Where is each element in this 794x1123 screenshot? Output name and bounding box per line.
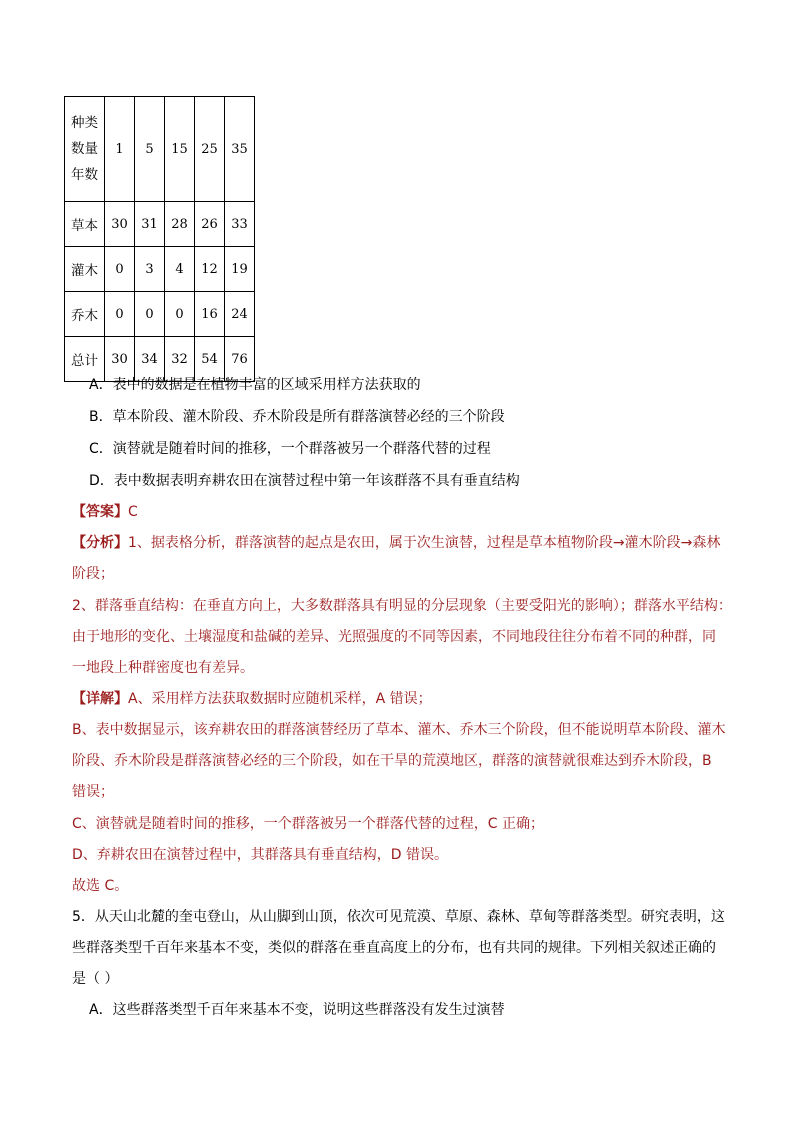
row-label-tree: 乔木 xyxy=(65,292,105,337)
table-cell: 31 xyxy=(135,202,165,247)
detail-line-4: 错误； xyxy=(72,784,114,800)
table-cell: 16 xyxy=(195,292,225,337)
detail-line-3: 阶段、乔木阶段是群落演替必经的三个阶段，如在干旱的荒漠地区，群落的演替就很难达到乔木阶段，B xyxy=(72,753,712,769)
year-cell: 15 xyxy=(165,97,195,202)
row-label-herb: 草本 xyxy=(65,202,105,247)
year-cell: 5 xyxy=(135,97,165,202)
year-cell: 1 xyxy=(105,97,135,202)
answer-text: C xyxy=(128,504,138,520)
detail-text-1: A、采用样方法获取数据时应随机采样，A 错误； xyxy=(128,691,432,707)
analysis-line-4: 由于地形的变化、土壤湿度和盐碱的差异、光照强度的不同等因素，不同地段往往分布着不同的种群，同 xyxy=(72,629,716,645)
table-cell: 30 xyxy=(105,337,135,382)
table-row xyxy=(65,292,255,337)
analysis-line-5: 一地段上种群密度也有差异。 xyxy=(72,660,254,676)
detail-line-5: C、演替就是随着时间的推移，一个群落被另一个群落代替的过程，C 正确； xyxy=(72,816,544,832)
table-cell: 12 xyxy=(195,247,225,292)
succession-data-table xyxy=(64,96,255,382)
question-5-line-1: 5．从天山北麓的奎屯登山，从山脚到山顶，依次可见荒漠、草原、森林、草甸等群落类型。研究表明，这 xyxy=(72,909,725,925)
analysis-line-2: 阶段； xyxy=(72,566,114,582)
year-cell: 35 xyxy=(225,97,255,202)
option-c: C．演替就是随着时间的推移，一个群落被另一个群落代替的过程 xyxy=(89,441,491,457)
table-cell: 30 xyxy=(105,202,135,247)
detail-tag: 【详解】 xyxy=(72,691,128,707)
option-d: D．表中数据表明弃耕农田在演替过程中第一年该群落不具有垂直结构 xyxy=(89,473,520,489)
table-row xyxy=(65,247,255,292)
table-cell: 54 xyxy=(195,337,225,382)
table-row xyxy=(65,202,255,247)
question-5-line-3: 是（ ） xyxy=(72,971,119,987)
header-label-species: 种类 xyxy=(71,114,98,131)
option-a: A．表中的数据是在植物丰富的区域采用样方法获取的 xyxy=(89,377,421,393)
analysis-line-1 xyxy=(72,533,720,553)
row-label-shrub: 灌木 xyxy=(65,247,105,292)
table-cell: 33 xyxy=(225,202,255,247)
table-cell: 26 xyxy=(195,202,225,247)
detail-line-2: B、表中数据显示，该弃耕农田的群落演替经历了草本、灌木、乔木三个阶段，但不能说明草本阶段、灌木 xyxy=(72,722,726,738)
table-cell: 0 xyxy=(165,292,195,337)
answer-tag: 【答案】 xyxy=(72,504,128,520)
table-cell: 0 xyxy=(105,247,135,292)
header-label-years: 年数 xyxy=(71,166,98,183)
analysis-text-1: 1、据表格分析，群落演替的起点是农田，属于次生演替，过程是草本植物阶段→灌木阶段→森林 xyxy=(128,535,721,551)
question-5-line-2: 些群落类型千百年来基本不变，类似的群落在垂直高度上的分布，也有共同的规律。下列相关叙述正确的 xyxy=(72,940,716,956)
table-cell: 4 xyxy=(165,247,195,292)
option-b: B．草本阶段、灌木阶段、乔木阶段是所有群落演替必经的三个阶段 xyxy=(89,409,505,425)
table-cell: 28 xyxy=(165,202,195,247)
year-cell: 25 xyxy=(195,97,225,202)
analysis-line-3: 2、群落垂直结构：在垂直方向上，大多数群落具有明显的分层现象（主要受阳光的影响）；群落水平结构： xyxy=(72,598,732,614)
table-cell: 19 xyxy=(225,247,255,292)
table-cell: 24 xyxy=(225,292,255,337)
table-header-row xyxy=(65,97,255,202)
header-label-cell xyxy=(65,97,105,202)
table-cell: 34 xyxy=(135,337,165,382)
detail-line-6: D、弃耕农田在演替过程中，其群落具有垂直结构，D 错误。 xyxy=(72,847,449,863)
analysis-tag: 【分析】 xyxy=(72,535,128,551)
table-cell: 0 xyxy=(135,292,165,337)
table-cell: 32 xyxy=(165,337,195,382)
table-cell: 76 xyxy=(225,337,255,382)
detail-line-1 xyxy=(72,689,432,709)
table-cell: 3 xyxy=(135,247,165,292)
header-label-count: 数量 xyxy=(71,140,98,157)
table-cell: 0 xyxy=(105,292,135,337)
row-label-total: 总计 xyxy=(65,337,105,382)
question-5-option-a: A．这些群落类型千百年来基本不变，说明这些群落没有发生过演替 xyxy=(89,1002,505,1018)
answer-line xyxy=(72,502,138,522)
detail-line-7: 故选 C。 xyxy=(72,878,129,894)
